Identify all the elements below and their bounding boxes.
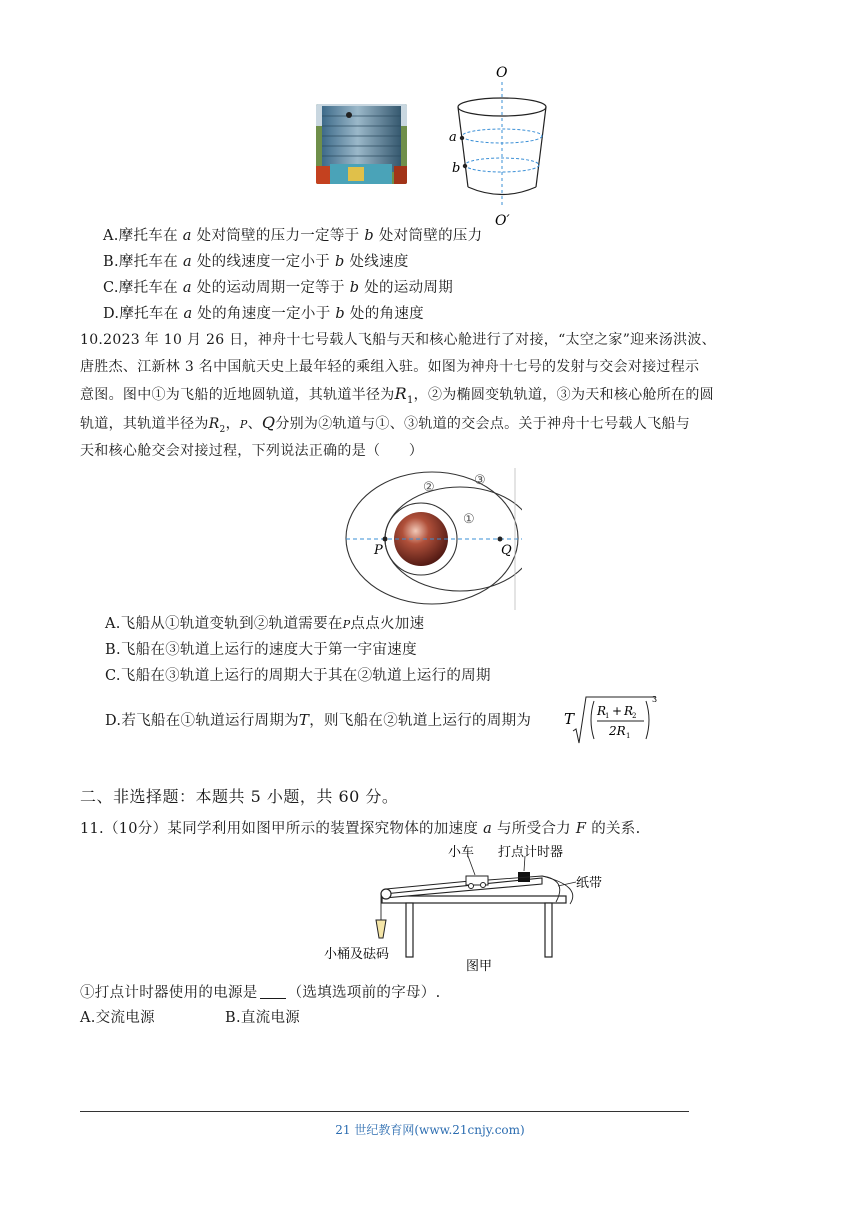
point-label-b: b — [452, 161, 461, 176]
sub: 2 — [219, 424, 226, 435]
cylinder-diagram — [440, 62, 560, 232]
orbit-2-label: ② — [423, 480, 435, 495]
q10-option-c: C.飞船在③轨道上运行的周期大于其在②轨道上运行的周期 — [105, 668, 491, 684]
text: 意图。图中①为飞船的近地圆轨道，其轨道半径为 — [80, 387, 395, 403]
formula-sub: 1 — [626, 732, 631, 740]
formula-r1: R — [597, 704, 607, 718]
text: 11.（10分）某同学利用如图甲所示的装置探究物体的加速度 — [80, 821, 484, 837]
var: a — [182, 280, 192, 296]
option-text: 处对筒壁的压力一定等于 — [191, 228, 365, 244]
var: a — [182, 228, 192, 244]
q11-sub-1 — [80, 983, 441, 1003]
q9-option-b — [103, 252, 409, 272]
option-text: C.摩托车在 — [103, 280, 183, 296]
option-text: 处的运动周期 — [359, 280, 453, 296]
answer-blank[interactable] — [260, 998, 286, 999]
formula-sub: 2 — [632, 712, 637, 720]
text: 轨道，其轨道半径为 — [80, 416, 209, 432]
formula-t: T — [564, 710, 575, 728]
orbit-1-label: ① — [463, 512, 475, 527]
q11-stem — [80, 819, 641, 839]
var-p: P — [239, 418, 248, 431]
q10-line-3 — [80, 384, 714, 411]
orbit-diagram — [342, 468, 522, 610]
q9-option-d — [103, 304, 424, 324]
formula-plus: + — [612, 704, 623, 718]
axis-label-bottom: O′ — [495, 213, 510, 229]
var: b — [334, 254, 345, 270]
label-timer: 打点计时器 — [498, 845, 564, 860]
var-p: P — [342, 618, 351, 631]
q9-option-c — [103, 278, 453, 298]
footer-link[interactable]: 21 世纪教育网(www.21cnjy.com) — [335, 1123, 525, 1137]
text: ，②为椭圆变轨轨道，③为天和核心舱所在的圆 — [413, 387, 714, 403]
text: 与所受合力 — [492, 821, 576, 837]
label-bucket: 小桶及砝码 — [324, 947, 390, 962]
option-text: D.摩托车在 — [103, 306, 184, 322]
footer-rule — [80, 1111, 689, 1112]
q10-option-b: B.飞船在③轨道上运行的速度大于第一宇宙速度 — [105, 642, 417, 658]
var: a — [183, 306, 193, 322]
text: ， — [225, 416, 240, 432]
period-formula — [564, 693, 664, 749]
text: 的关系. — [586, 821, 641, 837]
point-p-label: P — [374, 543, 383, 558]
point-label-a: a — [449, 130, 457, 145]
formula-exp: 3 — [652, 695, 658, 704]
var-t: T — [298, 711, 310, 729]
figure-caption: 图甲 — [466, 959, 493, 974]
q10-line-1: 10.2023 年 10 月 26 日，神舟十七号载人飞船与天和核心舱进行了对接，“太空之家”迎来汤洪波、 — [80, 332, 716, 348]
var: b — [349, 280, 360, 296]
formula-sub: 1 — [605, 712, 610, 720]
formula-r2: R — [624, 704, 634, 718]
text: （选填选项前的字母）. — [287, 985, 441, 1001]
motorcycle-drum-photo — [316, 104, 407, 184]
text: D.若飞船在①轨道运行周期为 — [105, 713, 299, 729]
q10-option-d — [105, 710, 531, 731]
option-text: 处对筒壁的压力 — [373, 228, 483, 244]
apparatus-diagram — [320, 842, 620, 978]
var-f: F — [575, 821, 587, 837]
q10-option-a — [105, 614, 424, 635]
option-text: A.摩托车在 — [103, 228, 183, 244]
q10-line-5: 天和核心舱交会对接过程，下列说法正确的是（ ） — [80, 443, 424, 459]
var: a — [182, 254, 192, 270]
q10-line-2: 唐胜杰、江新林 3 名中国航天史上最年轻的乘组入驻。如图为神舟十七号的发射与交会对接过程示 — [80, 359, 700, 375]
text: ①打点计时器使用的电源是 — [80, 985, 258, 1001]
var-a: a — [483, 821, 493, 837]
option-text: 处的运动周期一定等于 — [191, 280, 350, 296]
point-q-label: Q — [501, 543, 512, 558]
q9-option-a — [103, 226, 482, 246]
text: 分别为②轨道与①、③轨道的交会点。关于神舟十七号载人飞船与 — [275, 416, 691, 432]
q11-option-b: B.直流电源 — [225, 1010, 301, 1026]
section-2-title: 二、非选择题：本题共 5 小题，共 60 分。 — [80, 787, 399, 806]
text: 、 — [247, 416, 262, 432]
label-tape: 纸带 — [576, 876, 603, 891]
option-text: 处的线速度一定小于 — [191, 254, 335, 270]
var: b — [364, 228, 374, 244]
q11-option-a: A.交流电源 — [80, 1010, 155, 1026]
text: ，则飞船在②轨道上运行的周期为 — [309, 713, 532, 729]
option-text: B.摩托车在 — [103, 254, 183, 270]
formula-den: 2R — [609, 724, 626, 738]
q10-line-4 — [80, 413, 690, 440]
option-text: 处的角速度一定小于 — [192, 306, 336, 322]
var-r1: R — [394, 384, 407, 403]
label-cart: 小车 — [448, 845, 475, 860]
text: A.飞船从①轨道变轨到②轨道需要在 — [105, 616, 343, 632]
var-r2: R — [208, 416, 220, 432]
var: b — [335, 306, 346, 322]
text: 点点火加速 — [350, 616, 425, 632]
option-text: 处线速度 — [344, 254, 409, 270]
var-q: Q — [261, 413, 276, 432]
orbit-3-label: ③ — [474, 473, 486, 488]
option-text: 处的角速度 — [345, 306, 424, 322]
sub: 1 — [406, 394, 414, 406]
axis-label-top: O — [496, 65, 508, 81]
